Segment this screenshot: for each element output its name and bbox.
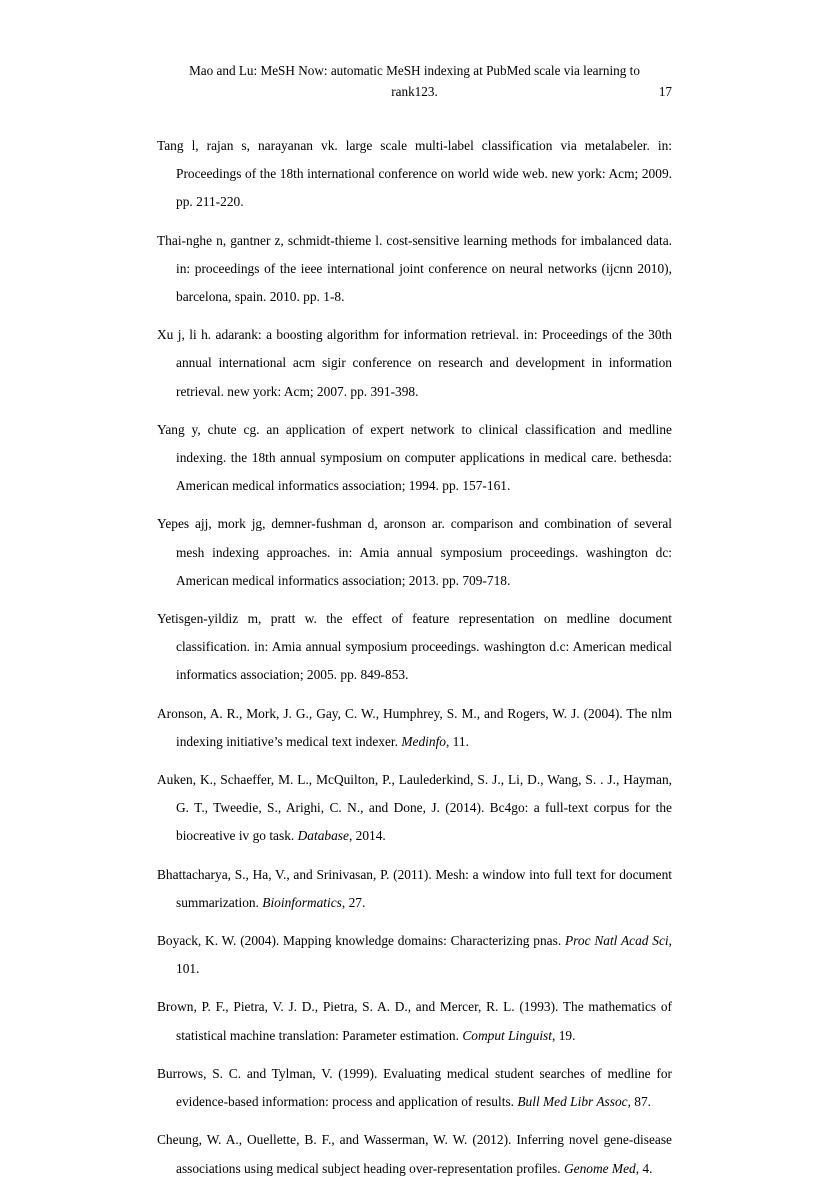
ref-yang: [157, 416, 672, 501]
reference-text: , 4.: [635, 1160, 653, 1176]
ref-boyack: [157, 927, 672, 983]
journal-title: Comput Linguist: [462, 1027, 552, 1043]
ref-brown: [157, 993, 672, 1049]
ref-auken: [157, 766, 672, 851]
reference-text: Bhattacharya, S., Ha, V., and Srinivasan, P. (2011). Mesh: a window into full text for document summarization.: [157, 866, 672, 910]
reference-text: , 87.: [627, 1094, 652, 1110]
running-header-line-1: Mao and Lu: MeSH Now: automatic MeSH indexing at PubMed scale via learning to: [189, 63, 640, 78]
ref-tang: [157, 132, 672, 217]
reference-text: Burrows, S. C. and Tylman, V. (1999). Evaluating medical student searches of medline for evidence-based information: process and application of results.: [157, 1065, 672, 1110]
reference-text: , 11.: [445, 733, 469, 749]
journal-title: Bull Med Libr Assoc: [517, 1094, 628, 1110]
reference-text: Cheung, W. A., Ouellette, B. F., and Wasserman, W. W. (2012). Inferring novel gene-disease associations using medical subject heading over-representation profiles.: [157, 1132, 672, 1176]
reference-text: Auken, K., Schaeffer, M. L., McQuilton, P., Laulederkind, S. J., Li, D., Wang, S. . J., Hayman, G. T., Tweedie, S., Arighi, C. N., and Done, J. (2014). Bc4go: a full-text corpus for the biocreative iv go task.: [157, 772, 672, 844]
reference-text: Yepes ajj, mork jg, demner-fushman d, aronson ar. comparison and combination of several mesh indexing approaches. in: Amia annual symposium proceedings. washington dc: American medical informatics association; 2013. pp. 709-718.: [157, 516, 672, 588]
reference-text: Tang l, rajan s, narayanan vk. large scale multi-label classification via metalabeler. in: Proceedings of the 18th international conference on world wide web. new york: Acm; 2009. pp. 211-220.: [157, 138, 672, 210]
journal-title: Medinfo: [401, 733, 446, 749]
ref-thai-nghe: [157, 227, 672, 312]
running-header-line-2: rank123.: [391, 84, 438, 99]
reference-text: Thai-nghe n, gantner z, schmidt-thieme l. cost-sensitive learning methods for imbalanced data. in: proceedings of the ieee international joint conference on neural networks (ijcnn 2010), barcelona, spain. 2010. pp. 1-8.: [157, 232, 672, 305]
ref-cheung: [157, 1126, 672, 1182]
reference-text: Boyack, K. W. (2004). Mapping knowledge domains: Characterizing pnas.: [157, 933, 565, 949]
reference-text: Yetisgen-yildiz m, pratt w. the effect of feature representation on medline document classification. in: Amia annual symposium proceedings. washington d.c: American medical informatics association; 2005. pp. 849-853.: [157, 611, 672, 683]
journal-title: Bioinformatics: [262, 894, 342, 910]
reference-text: , 2014.: [348, 828, 386, 844]
journal-title: Proc Natl Acad Sci: [564, 933, 669, 949]
ref-aronson: [157, 700, 672, 756]
reference-text: Aronson, A. R., Mork, J. G., Gay, C. W., Humphrey, S. M., and Rogers, W. J. (2004). The nlm indexing initiative’s medical text indexer.: [157, 705, 672, 749]
ref-xu: [157, 321, 672, 406]
reference-text: Brown, P. F., Pietra, V. J. D., Pietra, S. A. D., and Mercer, R. L. (1993). The mathematics of statistical machine translation: Parameter estimation.: [157, 999, 672, 1043]
running-header: [157, 60, 672, 102]
reference-list: [157, 132, 672, 1183]
running-header-line-2-row: [157, 81, 672, 102]
journal-title: Genome Med: [563, 1160, 636, 1176]
reference-text: Yang y, chute cg. an application of expert network to clinical classification and medline indexing. the 18th annual symposium on computer applications in medical care. bethesda: American medical informatics association; 1994. pp. 157-161.: [157, 421, 672, 494]
reference-text: Xu j, li h. adarank: a boosting algorithm for information retrieval. in: Proceedings of the 30th annual international acm sigir conference on research and development in information retrieval. new york: Acm; 2007. pp. 391-398.: [157, 327, 672, 399]
reference-text: , 19.: [552, 1027, 576, 1043]
page-number: 17: [658, 84, 672, 99]
ref-burrows: [157, 1060, 672, 1116]
ref-yepes: [157, 510, 672, 595]
journal-title: Database: [297, 828, 349, 844]
ref-yetisgen-yildiz: [157, 605, 672, 690]
reference-text: , 101.: [176, 933, 672, 977]
reference-text: , 27.: [341, 894, 366, 910]
ref-bhattacharya: [157, 861, 672, 917]
